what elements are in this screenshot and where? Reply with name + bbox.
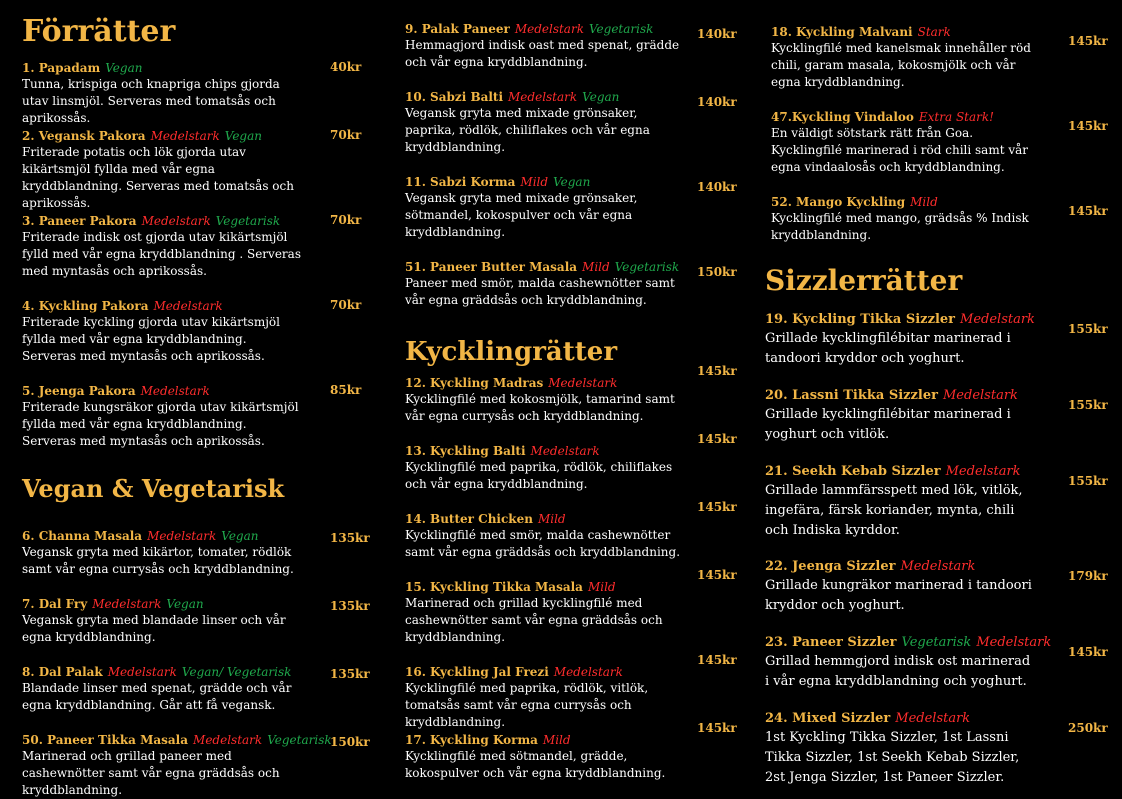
menu-item-header <box>765 558 1110 576</box>
diet-tag: Vegan <box>224 129 262 143</box>
menu-item <box>771 24 1116 91</box>
menu-item-description: Grillade lammfärsspett med lök, vitlök, ingefära, färsk koriander, mynta, chili och Indiska kyrddor. <box>765 483 1023 538</box>
menu-item-name: 1. Papadam <box>22 61 101 75</box>
diet-tag: Vegetarisk <box>588 22 654 36</box>
menu-item-price: 135kr <box>330 667 370 681</box>
menu-item-price: 145kr <box>697 721 737 735</box>
menu-item-description: Friterade potatis och lök gjorda utav kikärtsmjöl fyllda med vår egna kryddblandning. Serveras med tomatsås och aprikossås. <box>22 145 294 210</box>
menu-item-description: Vegansk gryta med kikärtor, tomater, rödlök samt vår egna currysås och kryddblandning. <box>22 545 294 576</box>
menu-item-price: 155kr <box>1068 398 1108 412</box>
menu-item-header <box>22 596 367 612</box>
diet-tag: Vegan <box>105 61 143 75</box>
diet-tag: Vegan <box>553 175 591 189</box>
menu-item-description: Hemmagjord indisk oast med spenat, grädde och vår egna kryddblandning. <box>405 38 680 69</box>
menu-item-name: 3. Paneer Pakora <box>22 214 137 228</box>
menu-item-price: 135kr <box>330 531 370 545</box>
menu-item-price: 155kr <box>1068 474 1108 488</box>
menu-item <box>405 432 737 493</box>
menu-item <box>405 174 735 241</box>
menu-item-name: 47.Kyckling Vindaloo <box>771 110 914 124</box>
menu-item-price: 145kr <box>1068 645 1108 659</box>
menu-item-header <box>405 21 735 37</box>
section-title-kyckling: Kycklingrätter <box>405 337 618 367</box>
menu-item-price: 145kr <box>1068 34 1108 48</box>
diet-tag: Medelstark <box>548 376 618 390</box>
menu-item-description: Kycklingfilé med sötmandel, grädde, kokospulver och vår egna kryddblandning. <box>405 749 666 780</box>
menu-item-description: 1st Kyckling Tikka Sizzler, 1st Lassni Tikka Sizzler, 1st Seekh Kebab Sizzler, 2st Jenga Sizzler, 1st Paneer Sizzler. <box>765 730 1020 785</box>
diet-tag: Mild <box>537 512 566 526</box>
menu-item <box>405 364 737 425</box>
menu-item-description: Vegansk gryta med mixade grönsaker, sötmandel, kokospulver och vår egna kryddblandning. <box>405 191 638 239</box>
menu-item <box>765 558 1110 616</box>
menu-item-name: 16. Kyckling Jal Frezi <box>405 665 549 679</box>
menu-item-name: 5. Jeenga Pakora <box>22 384 136 398</box>
menu-item <box>765 710 1110 788</box>
menu-item-name: 14. Butter Chicken <box>405 512 533 526</box>
menu-item-header <box>405 664 735 680</box>
menu-item <box>405 21 735 71</box>
menu-item-header <box>765 634 1110 652</box>
menu-item-header <box>765 387 1110 405</box>
diet-tag: Vegan/ Vegetarisk <box>181 665 292 679</box>
menu-item-description: Marinerad och grillad paneer med cashewnötter samt vår egna gräddsås och kryddblandning. <box>22 749 280 797</box>
menu-item-name: 13. Kyckling Balti <box>405 444 526 458</box>
menu-item <box>765 311 1110 369</box>
diet-tag: Medelstark <box>141 214 211 228</box>
menu-item-name: 19. Kyckling Tikka Sizzler <box>765 312 956 327</box>
menu-item-header <box>22 128 367 144</box>
diet-tag: Mild <box>910 195 938 209</box>
menu-item <box>405 89 735 156</box>
diet-tag: Medelstark <box>514 22 584 36</box>
menu-item-name: 23. Paneer Sizzler <box>765 635 897 650</box>
menu-item-price: 150kr <box>697 265 737 279</box>
menu-item-description: Vegansk gryta med blandade linser och vår egna kryddblandning. <box>22 613 286 644</box>
menu-item-header <box>405 375 735 391</box>
diet-tag: Vegetarisk <box>614 260 680 274</box>
menu-item-price: 150kr <box>330 735 370 749</box>
menu-item-name: 18. Kyckling Malvani <box>771 25 913 39</box>
menu-item-header <box>22 298 367 314</box>
menu-item-name: 22. Jeenga Sizzler <box>765 559 896 574</box>
menu-item <box>22 664 370 714</box>
menu-item-header <box>22 732 367 748</box>
menu-item <box>405 653 737 731</box>
diet-tag: Medelstark <box>140 384 210 398</box>
menu-item-description: Grillad hemmgjord indisk ost marinerad i vår egna kryddblandning och yoghurt. <box>765 654 1031 689</box>
menu-item <box>22 383 367 450</box>
menu-item <box>22 732 370 799</box>
menu-item-price: 145kr <box>697 432 737 446</box>
menu-item <box>22 528 370 578</box>
menu-item <box>765 634 1110 692</box>
menu-item-header <box>771 194 1116 210</box>
menu-item-header <box>405 511 735 527</box>
diet-tag: Medelstark <box>900 559 976 574</box>
menu-item-header <box>765 311 1110 329</box>
menu-item-price: 85kr <box>330 383 362 397</box>
menu-item-name: 50. Paneer Tikka Masala <box>22 733 189 747</box>
menu-item-header <box>405 174 735 190</box>
diet-tag: Medelstark <box>976 635 1052 650</box>
menu-item <box>22 213 367 280</box>
menu-item-name: 20. Lassni Tikka Sizzler <box>765 388 938 403</box>
menu-item-description: Kycklingfilé med kanelsmak innehåller röd chili, garam masala, kokosmjölk och vår egna kryddblandning. <box>771 41 1031 89</box>
diet-tag: Mild <box>582 260 610 274</box>
diet-tag: Stark <box>917 25 951 39</box>
menu-item-header <box>22 213 367 229</box>
menu-item-description: Friterade indisk ost gjorda utav kikärtsmjöl fylld med vår egna kryddblandning . Serveras med myntasås och aprikossås. <box>22 230 301 278</box>
menu-item <box>405 568 737 646</box>
menu-item-name: 24. Mixed Sizzler <box>765 711 891 726</box>
section-title-forratter: Förrätter <box>22 14 176 49</box>
menu-item-description: Kycklingfilé med smör, malda cashewnötter samt vår egna gräddsås och kryddblandning. <box>405 528 681 559</box>
menu-item-header <box>405 579 735 595</box>
menu-item <box>765 387 1110 445</box>
menu-item-price: 140kr <box>697 27 737 41</box>
menu-item-name: 2. Vegansk Pakora <box>22 129 146 143</box>
menu-item <box>22 298 367 365</box>
menu-item <box>405 500 737 561</box>
menu-item-price: 145kr <box>697 500 737 514</box>
menu-item-price: 155kr <box>1068 322 1108 336</box>
menu-item-price: 70kr <box>330 128 362 142</box>
menu-item-price: 250kr <box>1068 721 1108 735</box>
menu-item-header <box>765 463 1110 481</box>
menu-item-name: 6. Channa Masala <box>22 529 143 543</box>
menu-item-price: 145kr <box>697 653 737 667</box>
diet-tag: Vegetarisk <box>901 635 972 650</box>
menu-item <box>22 596 370 646</box>
menu-item-header <box>22 60 367 76</box>
diet-tag: Medelstark <box>943 388 1018 403</box>
menu-item <box>771 109 1116 176</box>
menu-item-description: Vegansk gryta med mixade grönsaker, paprika, rödlök, chiliflakes och vår egna kryddblandning. <box>405 106 650 154</box>
diet-tag: Medelstark <box>150 129 220 143</box>
menu-item-header <box>405 443 735 459</box>
menu-item-description: Kycklingfilé med mango, grädsås % Indisk kryddblandning. <box>771 211 1029 242</box>
diet-tag: Medelstark <box>945 464 1021 479</box>
menu-item-description: Kycklingfilé med kokosmjölk, tamarind samt vår egna currysås och kryddblandning. <box>405 392 675 423</box>
menu-item-description: Paneer med smör, malda cashewnötter samt vår egna gräddsås och kryddblandning. <box>405 276 675 307</box>
menu-item-header <box>765 710 1110 728</box>
diet-tag: Medelstark <box>508 90 578 104</box>
menu-item-name: 21. Seekh Kebab Sizzler <box>765 464 941 479</box>
diet-tag: Vegan <box>166 597 204 611</box>
menu-item-description: Grillade kycklingfilébitar marinerad i tandoori kryddor och yoghurt. <box>765 331 1011 366</box>
menu-item-description: Friterade kungsräkor gjorda utav kikärtsmjöl fyllda med vår egna kryddblandning. Serveras med myntasås och aprikossås. <box>22 400 299 448</box>
menu-item-name: 17. Kyckling Korma <box>405 733 538 747</box>
menu-item-name: 4. Kyckling Pakora <box>22 299 149 313</box>
diet-tag: Vegetarisk <box>215 214 281 228</box>
menu-item <box>771 194 1116 244</box>
menu-item-header <box>405 732 735 748</box>
menu-item-description: Kycklingfilé med paprika, rödlök, chiliflakes och vår egna kryddblandning. <box>405 460 673 491</box>
diet-tag: Medelstark <box>107 665 177 679</box>
menu-item <box>405 259 735 309</box>
menu-item-name: 52. Mango Kyckling <box>771 195 906 209</box>
menu-item-price: 140kr <box>697 95 737 109</box>
menu-item-description: Marinerad och grillad kycklingfilé med cashewnötter samt vår egna gräddsås och kryddblandning. <box>405 596 663 644</box>
menu-item-header <box>771 24 1116 40</box>
menu-item-description: Grillade kycklingfilébitar marinerad i yoghurt och vitlök. <box>765 407 1011 442</box>
diet-tag: Medelstark <box>193 733 263 747</box>
menu-item-price: 145kr <box>697 568 737 582</box>
diet-tag: Medelstark <box>92 597 162 611</box>
menu-item-header <box>22 383 367 399</box>
menu-item <box>405 721 737 782</box>
menu-item-price: 179kr <box>1068 569 1108 583</box>
menu-item-price: 70kr <box>330 213 362 227</box>
menu-item-name: 7. Dal Fry <box>22 597 88 611</box>
menu-item-header <box>771 109 1116 125</box>
diet-tag: Vegan <box>582 90 620 104</box>
menu-item-price: 40kr <box>330 60 362 74</box>
menu-item-description: Kycklingfilé med paprika, rödlök, vitlök, tomatsås samt vår egna currysås och kryddblandning. <box>405 681 649 729</box>
menu-item <box>765 463 1110 541</box>
diet-tag: Medelstark <box>147 529 217 543</box>
menu-item-name: 9. Palak Paneer <box>405 22 510 36</box>
menu-item-description: Friterade kyckling gjorda utav kikärtsmjöl fyllda med vår egna kryddblandning. Serveras med myntasås och aprikossås. <box>22 315 280 363</box>
menu-item-description: En väldigt sötstark rätt från Goa. Kycklingfilé marinerad i röd chili samt vår egna vindaalosås och kryddblandning. <box>771 126 1029 174</box>
diet-tag: Vegetarisk <box>267 733 332 747</box>
menu-item-header <box>22 528 367 544</box>
diet-tag: Medelstark <box>153 299 223 313</box>
diet-tag: Medelstark <box>960 312 1035 327</box>
menu-item-price: 145kr <box>1068 119 1108 133</box>
section-title-sizzler: Sizzlerrätter <box>765 264 963 297</box>
diet-tag: Mild <box>520 175 549 189</box>
menu-item-price: 140kr <box>697 180 737 194</box>
menu-item-price: 145kr <box>697 364 737 378</box>
section-title-vegan: Vegan & Vegetarisk <box>22 474 285 503</box>
menu-item-header <box>22 664 367 680</box>
menu-item-name: 8. Dal Palak <box>22 665 103 679</box>
menu-item-description: Blandade linser med spenat, grädde och vår egna kryddblandning. Går att få vegansk. <box>22 681 292 712</box>
menu-item-name: 10. Sabzi Balti <box>405 90 504 104</box>
menu-item-name: 51. Paneer Butter Masala <box>405 260 578 274</box>
menu-item-name: 12. Kyckling Madras <box>405 376 544 390</box>
menu-item-header <box>405 89 735 105</box>
diet-tag: Medelstark <box>530 444 600 458</box>
diet-tag: Medelstark <box>895 711 971 726</box>
menu-item-description: Grillade kungräkor marinerad i tandoori kryddor och yoghurt. <box>765 578 1032 613</box>
diet-tag: Vegan <box>221 529 259 543</box>
menu-item-price: 145kr <box>1068 204 1108 218</box>
menu-item-name: 11. Sabzi Korma <box>405 175 516 189</box>
menu-item <box>22 128 367 212</box>
menu-item-description: Tunna, krispiga och knapriga chips gjorda utav linsmjöl. Serveras med tomatsås och aprikossås. <box>22 77 280 125</box>
diet-tag: Medelstark <box>553 665 623 679</box>
menu-item <box>22 60 367 127</box>
diet-tag: Mild <box>587 580 616 594</box>
diet-tag: Extra Stark! <box>918 110 994 124</box>
menu-item-price: 135kr <box>330 599 370 613</box>
menu-item-header <box>405 259 735 275</box>
diet-tag: Mild <box>542 733 571 747</box>
menu-item-price: 70kr <box>330 298 362 312</box>
menu-item-name: 15. Kyckling Tikka Masala <box>405 580 583 594</box>
